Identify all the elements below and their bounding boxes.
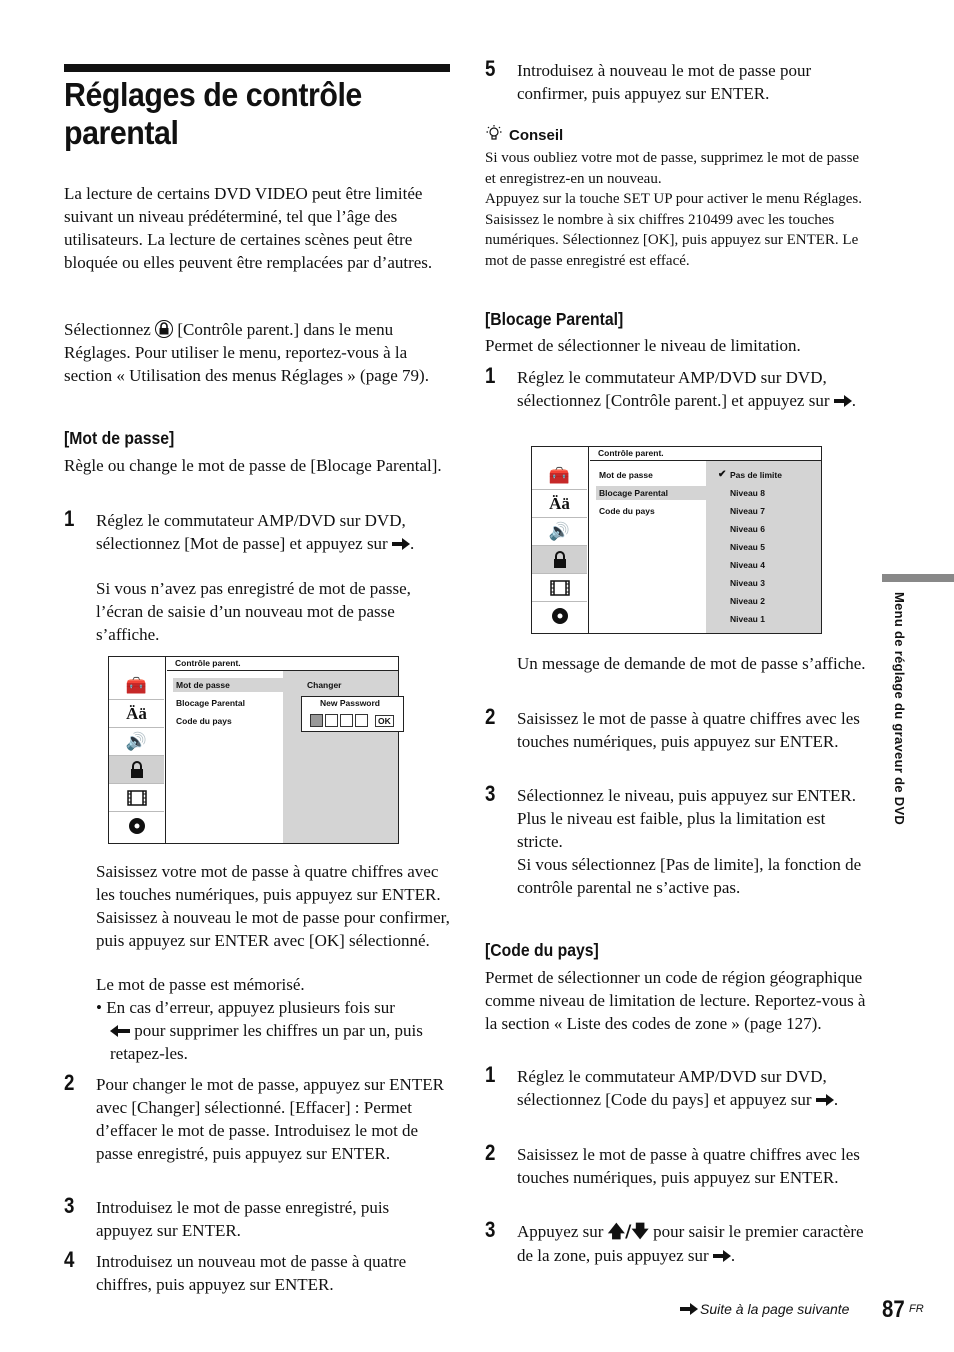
- language-icon: Ää: [532, 490, 587, 518]
- mot-step1-text: Réglez le commutateur AMP/DVD sur DVD, sélectionnez [Mot de passe] et appuyez sur: [96, 511, 406, 553]
- new-password-label: New Password: [320, 698, 380, 708]
- level-option: Niveau 5: [730, 542, 765, 552]
- footer-continue: [680, 1301, 849, 1317]
- mot-after-screen: Saisissez votre mot de passe à quatre chiffres avec les touches numériques, puis appuyez sur ENTER. Saisissez à nouveau le mot de passe pour confirmer, puis appuyez sur ENTER avec [OK] sélectionné.: [96, 862, 450, 950]
- conseil-text-2: Appuyez sur la touche SET UP pour activer le menu Réglages. Saisissez le nombre à six chiffres 210499 avec les touches numériques. Sélectionnez [OK], puis appuyez sur ENTER. Le mot de passe enregistré est effacé.: [485, 191, 862, 269]
- conseil-text-1: Si vous oubliez votre mot de passe, supprimez le mot de passe et enregistrez-en un nouveau.: [485, 150, 860, 187]
- code-step3-number: 3: [485, 1217, 496, 1242]
- level-option: Niveau 1: [730, 614, 765, 624]
- screen1-sidebar: [109, 657, 166, 843]
- heading-code-pays: [Code du pays]: [485, 940, 599, 960]
- disc-icon: [532, 602, 587, 630]
- screen2-item-blocage: Blocage Parental: [599, 488, 668, 498]
- blocage-step1-number: 1: [485, 363, 496, 388]
- right-arrow-icon: [392, 538, 410, 550]
- code-step1-number: 1: [485, 1062, 496, 1087]
- code-step3-b: pour saisir le premier caractère de la zone, puis appuyez sur: [517, 1222, 864, 1265]
- code-step3: Appuyez sur 🡅/🡇 pour saisir le premier caractère de la zone, puis appuyez sur .: [517, 1222, 864, 1265]
- level-option: Pas de limite: [730, 470, 782, 480]
- blocage-step3-number: 3: [485, 781, 496, 806]
- mot-memorized: Le mot de passe est mémorisé.: [96, 975, 305, 994]
- screen2-item-mot-de-passe: Mot de passe: [599, 470, 653, 480]
- digit-box: [355, 714, 368, 727]
- mot-step3-number: 3: [64, 1193, 75, 1218]
- level-option: Niveau 7: [730, 506, 765, 516]
- language-icon: Ää: [109, 700, 164, 728]
- page-title: Réglages de contrôle parental: [64, 76, 362, 151]
- title-rule: [64, 64, 450, 72]
- blocage-step3-a: Sélectionnez le niveau, puis appuyez sur ENTER.: [517, 786, 856, 805]
- side-section-label: Menu de réglage du graveur de DVD: [892, 592, 907, 826]
- mot-bullet-b-text: pour supprimer les chiffres un par un, puis retapez-les.: [110, 1021, 423, 1063]
- left-arrow-icon: [110, 1025, 130, 1037]
- mot-step2: Pour changer le mot de passe, appuyez sur ENTER avec [Changer] sélectionné. [Effacer] : Permet d’effacer le mot de passe. Introduisez le mot de passe enregistré, puis appuyez sur ENTER.: [96, 1075, 444, 1163]
- screen2-item-code: Code du pays: [599, 506, 655, 516]
- lock-icon: [109, 756, 164, 784]
- screen1-item-mot-de-passe: Mot de passe: [176, 680, 230, 690]
- code-step1-text: Réglez le commutateur AMP/DVD sur DVD, sélectionnez [Code du pays] et appuyez sur: [517, 1067, 827, 1109]
- heading-blocage: [Blocage Parental]: [485, 309, 624, 329]
- code-step2: Saisissez le mot de passe à quatre chiffres avec les touches numériques, puis appuyez sur ENTER.: [517, 1145, 860, 1187]
- right-arrow-icon: [680, 1303, 698, 1315]
- screen1-item-code: Code du pays: [176, 716, 232, 726]
- conseil-heading-row: [485, 124, 870, 147]
- blocage-step3: [517, 784, 869, 899]
- blocage-step1: Réglez le commutateur AMP/DVD sur DVD, sélectionnez [Contrôle parent.] et appuyez sur .: [517, 368, 856, 410]
- select-text-b: [Contrôle parent.] dans le menu Réglages. Pour utiliser le menu, reportez-vous à la section « Utilisation des menus Réglages » (page 79).: [64, 320, 429, 385]
- blocage-desc: Permet de sélectionner le niveau de limitation.: [485, 336, 801, 355]
- level-screen: [531, 446, 822, 634]
- lightbulb-icon: [485, 124, 503, 147]
- blocage-step2: Saisissez le mot de passe à quatre chiffres avec les touches numériques, puis appuyez sur ENTER.: [517, 709, 860, 751]
- mot-step3: Introduisez le mot de passe enregistré, puis appuyez sur ENTER.: [96, 1198, 390, 1240]
- digit-box: [310, 714, 323, 727]
- blocage-after-screen: Un message de demande de mot de passe s’affiche.: [517, 654, 866, 673]
- lock-icon: [532, 546, 587, 574]
- mot-step2-number: 2: [64, 1070, 75, 1095]
- toolbox-icon: 🧰: [109, 672, 164, 700]
- code-step3-a: Appuyez sur: [517, 1222, 604, 1241]
- film-icon: [109, 784, 164, 812]
- blocage-step3-c: Si vous sélectionnez [Pas de limite], la fonction de contrôle parental ne s’active pas.: [517, 855, 862, 897]
- screen2-sidebar: [532, 447, 589, 633]
- mot-step5-number: 5: [485, 56, 496, 81]
- code-desc: Permet de sélectionner un code de région géographique comme niveau de limitation de lecture. Reportez-vous à la section « Liste des codes de zone » (page 127).: [485, 968, 866, 1033]
- lock-icon: [155, 320, 173, 338]
- mot-desc: Règle ou change le mot de passe de [Blocage Parental].: [64, 456, 442, 475]
- blocage-step3-b: Plus le niveau est faible, plus la limitation est stricte.: [517, 809, 826, 851]
- blocage-step2-number: 2: [485, 704, 496, 729]
- section-tab: [882, 574, 954, 582]
- screen1-header: Contrôle parent.: [175, 658, 241, 668]
- code-step2-number: 2: [485, 1140, 496, 1165]
- disc-icon: [109, 812, 164, 840]
- level-option: Niveau 8: [730, 488, 765, 498]
- mot-step1-note: Si vous n’avez pas enregistré de mot de passe, l’écran de saisie d’un nouveau mot de passe s’affiche.: [96, 579, 411, 644]
- mot-step4: Introduisez un nouveau mot de passe à quatre chiffres, puis appuyez sur ENTER.: [96, 1252, 407, 1294]
- select-text-a: Sélectionnez: [64, 320, 151, 339]
- level-option: Niveau 4: [730, 560, 765, 570]
- up-down-arrow-icon: 🡅/🡇: [607, 1222, 649, 1242]
- ok-button: OK: [375, 715, 394, 727]
- toolbox-icon: 🧰: [532, 462, 587, 490]
- right-arrow-icon: [713, 1250, 731, 1262]
- page-number: 87: [882, 1296, 905, 1323]
- mot-step5: Introduisez à nouveau le mot de passe pour confirmer, puis appuyez sur ENTER.: [517, 61, 812, 103]
- screen2-header: Contrôle parent.: [598, 448, 664, 458]
- mot-step1-number: 1: [64, 506, 75, 531]
- new-password-popup: [301, 696, 404, 732]
- check-icon: ✔: [718, 469, 727, 480]
- screen1-changer: Changer: [307, 680, 342, 690]
- level-option: Niveau 6: [730, 524, 765, 534]
- speaker-icon: 🔊: [532, 518, 587, 546]
- mot-bullet-b: [110, 1019, 450, 1065]
- intro-paragraph: La lecture de certains DVD VIDEO peut être limitée suivant un niveau prédéterminé, tel que l’âge des utilisateurs. La lecture de certaines scènes peut être bloquée ou elles peuvent être remplacées par d’autres.: [64, 184, 433, 272]
- mot-bullet-a: • En cas d’erreur, appuyez plusieurs fois sur: [96, 998, 395, 1017]
- screen1-item-blocage: Blocage Parental: [176, 698, 245, 708]
- password-screen: [108, 656, 399, 844]
- film-icon: [532, 574, 587, 602]
- right-arrow-icon: [834, 395, 852, 407]
- right-arrow-icon: [816, 1094, 834, 1106]
- footer-continue-text: Suite à la page suivante: [700, 1301, 850, 1317]
- digit-box: [325, 714, 338, 727]
- page-suffix: FR: [909, 1303, 924, 1315]
- mot-step4-number: 4: [64, 1247, 75, 1272]
- select-paragraph: [64, 318, 450, 387]
- conseil-block: [485, 124, 870, 271]
- mot-step1: Réglez le commutateur AMP/DVD sur DVD, sélectionnez [Mot de passe] et appuyez sur .: [96, 511, 415, 553]
- digit-box: [340, 714, 353, 727]
- speaker-icon: 🔊: [109, 728, 164, 756]
- code-step1: Réglez le commutateur AMP/DVD sur DVD, sélectionnez [Code du pays] et appuyez sur .: [517, 1067, 839, 1109]
- heading-mot-de-passe: [Mot de passe]: [64, 428, 175, 448]
- conseil-heading: Conseil: [509, 127, 564, 144]
- level-option: Niveau 3: [730, 578, 765, 588]
- blocage-step1-text: Réglez le commutateur AMP/DVD sur DVD, sélectionnez [Contrôle parent.] et appuyez sur: [517, 368, 830, 410]
- level-option: Niveau 2: [730, 596, 765, 606]
